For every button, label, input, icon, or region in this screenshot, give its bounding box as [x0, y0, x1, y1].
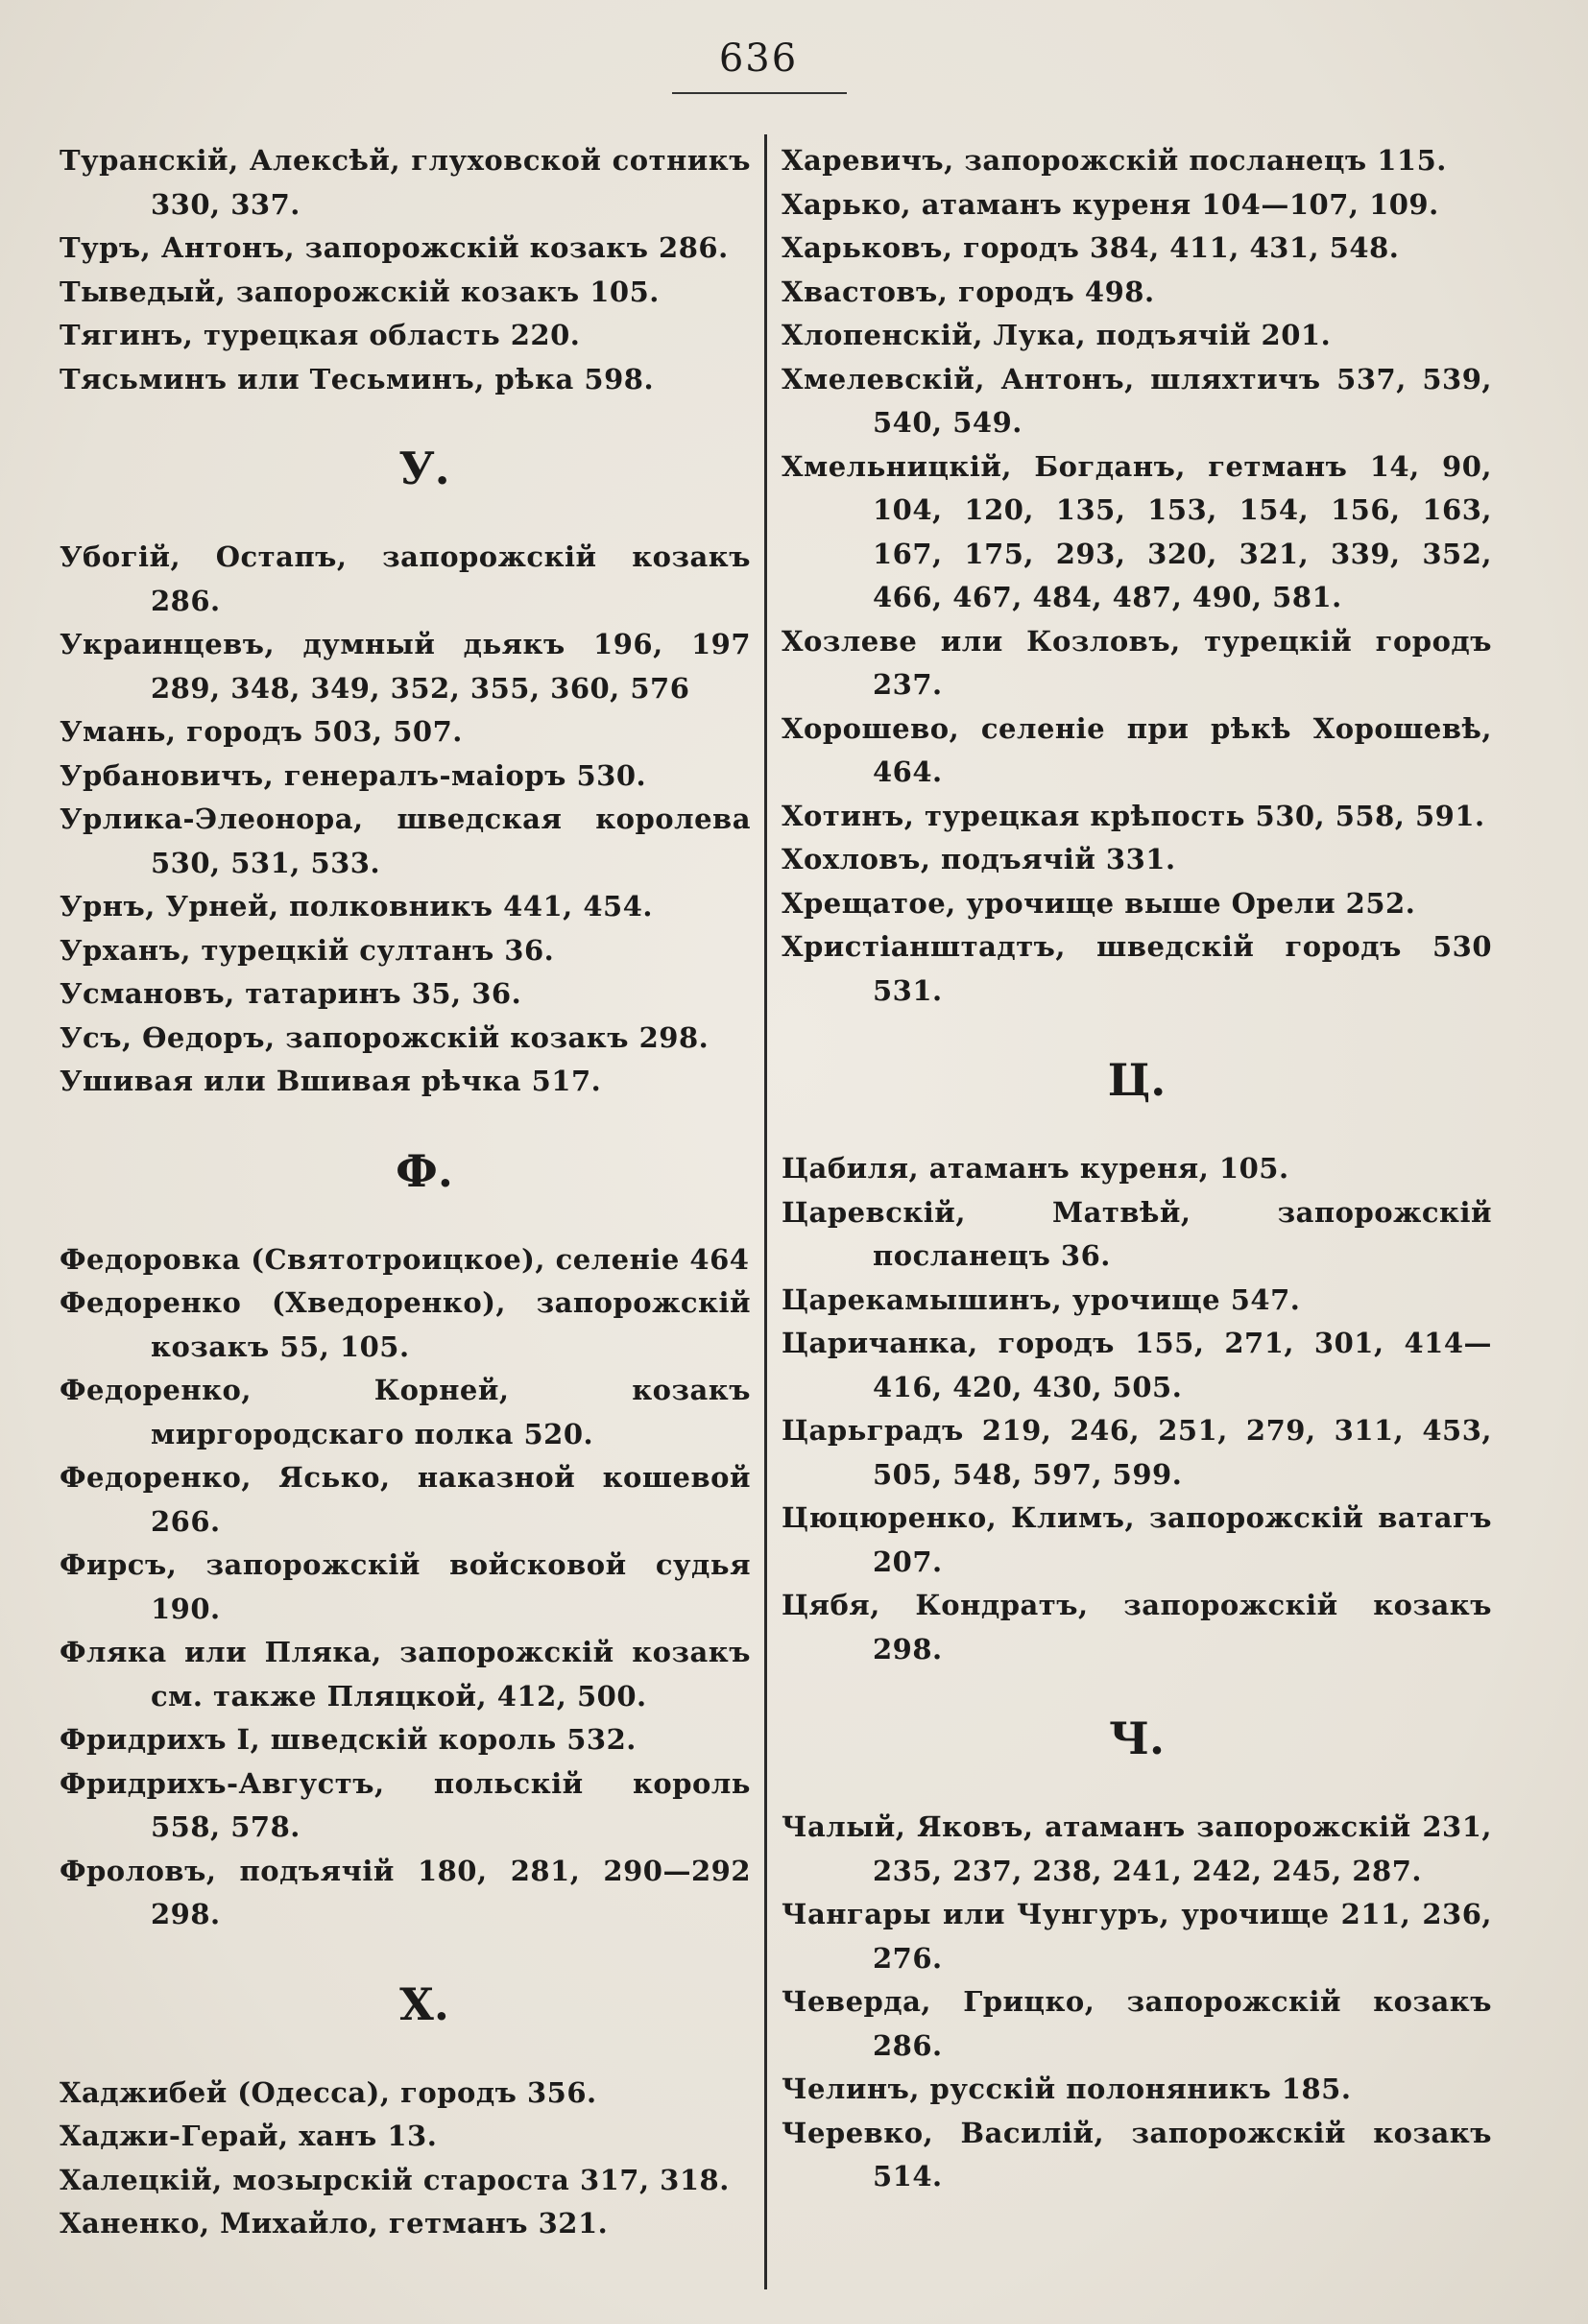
header-rule — [672, 92, 847, 94]
index-entry: Харевичъ, запорожскій посланецъ 115. — [782, 144, 1447, 177]
index-entry: Хмелевскій, Антонъ, шляхтичъ 537, 539, 540, 549. — [782, 362, 1492, 439]
index-entry: Хозлеве или Козловъ, турецкій городъ 237. — [782, 624, 1492, 701]
section-letter-heading: У. — [398, 443, 450, 494]
index-entry: Царичанка, городъ 155, 271, 301, 414—416, 420, 430, 505. — [782, 1327, 1492, 1403]
index-entry: Царевскій, Матвѣй, запорожскій посланецъ 36. — [782, 1195, 1492, 1272]
index-entry: Чеверда, Грицко, запорожскій козакъ 286. — [782, 1985, 1492, 2062]
index-entry: Федоренко (Хведоренко), запорожскій козакъ 55, 105. — [60, 1286, 751, 1363]
index-entry: Ушивая или Вшивая рѣчка 517. — [60, 1065, 602, 1097]
index-entry: Тягинъ, турецкая область 220. — [60, 319, 581, 351]
index-entry: Челинъ, русскій полоняникъ 185. — [782, 2072, 1352, 2105]
index-entry: Чангары или Чунгуръ, урочище 211, 236, 276. — [782, 1898, 1492, 1975]
index-entry: Халецкій, мозырскій староста 317, 318. — [60, 2163, 730, 2196]
index-entry: Украинцевъ, думный дьякъ 196, 197 289, 348, 349, 352, 355, 360, 576 — [60, 628, 751, 705]
index-entry: Хорошево, селеніе при рѣкѣ Хорошевѣ, 464. — [782, 711, 1492, 788]
index-entry: Ханенко, Михайло, гетманъ 321. — [60, 2207, 609, 2240]
index-entry: Федоровка (Святотроицкое), селеніе 464 — [60, 1242, 750, 1276]
index-entry: Черевко, Василій, запорожскій козакъ 514. — [782, 2116, 1492, 2192]
index-entry: Фридрихъ I, шведскій король 532. — [60, 1723, 637, 1756]
section-letter-heading: Ч. — [1108, 1713, 1166, 1764]
index-entry: Харьковъ, городъ 384, 411, 431, 548. — [782, 231, 1400, 264]
index-entry: Туранскій, Алексѣй, глуховской сотникъ 330, 337. — [60, 144, 751, 221]
index-column-left — [60, 139, 751, 2246]
index-entry: Фроловъ, подъячій 180, 281, 290—292 298. — [60, 1854, 751, 1930]
index-entry: Урлика-Элеонора, шведская королева 530, 531, 533. — [60, 803, 751, 879]
section-letter-heading: Х. — [399, 1977, 449, 2030]
index-entry: Хохловъ, подъячій 331. — [782, 843, 1176, 875]
index-entry: Харько, атаманъ куреня 104—107, 109. — [782, 187, 1439, 221]
index-entry: Федоренко, Ясько, наказной кошевой 266. — [60, 1461, 751, 1538]
index-entry: Хлопенскій, Лука, подъячій 201. — [782, 319, 1332, 351]
index-entry: Убогій, Остапъ, запорожскій козакъ 286. — [60, 540, 751, 617]
index-entry: Фляка или Пляка, запорожскій козакъ см. также Пляцкой, 412, 500. — [60, 1636, 751, 1713]
index-entry: Христіанштадтъ, шведскій городъ 530 531. — [782, 930, 1492, 1007]
index-entry: Федоренко, Корней, козакъ миргородскаго полка 520. — [60, 1374, 751, 1450]
index-entry: Царьградъ 219, 246, 251, 279, 311, 453, 505, 548, 597, 599. — [782, 1414, 1492, 1491]
index-entry: Урнъ, Урней, полковникъ 441, 454. — [60, 890, 653, 922]
index-entry: Хрещатое, урочище выше Орели 252. — [782, 886, 1416, 920]
index-entry: Хмельницкій, Богданъ, гетманъ 14, 90, 104, 120, 135, 153, 154, 156, 163, 167, 175, 293, 320, 321, 339, 352, 466, 467, 484, 487, 490, 581. — [782, 449, 1492, 613]
index-entry: Усъ, Ѳедоръ, запорожскій козакъ 298. — [60, 1020, 710, 1054]
index-entry: Цябя, Кондратъ, запорожскій козакъ 298. — [782, 1589, 1492, 1665]
column-divider — [764, 134, 767, 2289]
index-entry: Фирсъ, запорожскій войсковой судья 190. — [60, 1548, 751, 1625]
index-entry: Цабиля, атаманъ куреня, 105. — [782, 1152, 1289, 1185]
index-entry: Тыведый, запорожскій козакъ 105. — [60, 275, 660, 308]
index-entry: Урбановичъ, генералъ-маіоръ 530. — [60, 758, 647, 792]
index-entry: Туръ, Антонъ, запорожскій козакъ 286. — [60, 231, 729, 264]
index-entry: Хвастовъ, городъ 498. — [782, 275, 1155, 308]
index-entry: Царекамышинъ, урочище 547. — [782, 1282, 1301, 1316]
index-entry: Хаджибей (Одесса), городъ 356. — [60, 2075, 597, 2109]
index-entry: Чалый, Яковъ, атаманъ запорожскій 231, 235, 237, 238, 241, 242, 245, 287. — [782, 1810, 1492, 1887]
index-entry: Усмановъ, татаринъ 35, 36. — [60, 977, 522, 1010]
index-entry: Тясьминъ или Тесьминъ, рѣка 598. — [60, 362, 655, 395]
index-column-right — [782, 139, 1492, 2199]
index-entry: Урханъ, турецкій султанъ 36. — [60, 933, 555, 967]
section-letter-heading: Ц. — [1107, 1054, 1167, 1106]
index-entry: Умань, городъ 503, 507. — [60, 715, 463, 748]
page-number: 636 — [718, 36, 799, 81]
section-letter-heading: Ф. — [396, 1144, 453, 1197]
index-entry: Цюцюренко, Климъ, запорожскій ватагъ 207. — [782, 1501, 1492, 1578]
index-entry: Хотинъ, турецкая крѣпость 530, 558, 591. — [782, 799, 1485, 832]
index-entry: Хаджи-Герай, ханъ 13. — [60, 2120, 438, 2152]
index-entry: Фридрихъ-Августъ, польскій король 558, 578. — [60, 1766, 751, 1843]
